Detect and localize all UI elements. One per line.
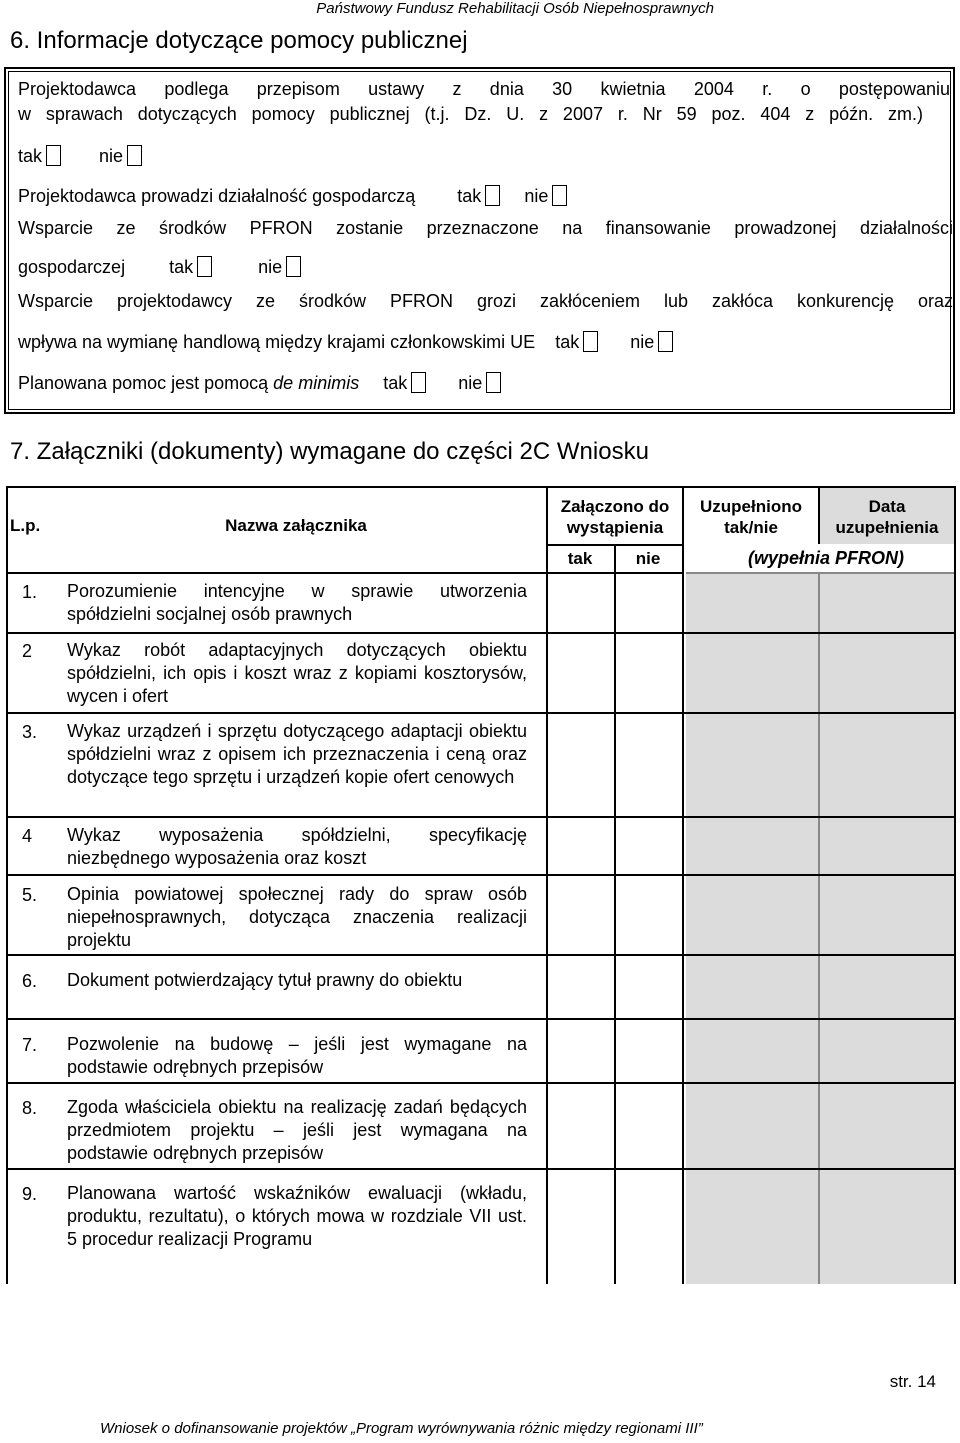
- pfron-shade: [686, 544, 956, 1284]
- public-aid-box: [4, 67, 955, 414]
- support-row: [18, 256, 301, 278]
- col-nie: nie: [635, 549, 661, 568]
- support-nie-checkbox[interactable]: [286, 256, 301, 277]
- page-number: str. 14: [889, 1372, 936, 1391]
- attachments-table: [6, 486, 956, 1284]
- minimis-tak-checkbox[interactable]: [411, 372, 426, 393]
- minimis-nie-label: nie: [458, 373, 483, 393]
- compete-row: [18, 331, 673, 353]
- law-answer-row: [18, 145, 142, 167]
- business-row: [18, 185, 567, 207]
- minimis-italic: de minimis: [273, 373, 360, 393]
- compete-tak-checkbox[interactable]: [583, 331, 598, 352]
- row-number: 4: [22, 826, 33, 846]
- law-text-line2: w sprawach dotyczących pomocy publicznej (t.j. Dz. U. z 2007 r. Nr 59 poz. 404 z późn. zm.): [18, 104, 923, 124]
- row-number: 8.: [22, 1098, 38, 1118]
- business-nie-checkbox[interactable]: [552, 185, 567, 206]
- row-description: Dokument potwierdzający tytuł prawny do obiektu: [67, 970, 463, 990]
- compete-nie-label: nie: [630, 332, 655, 352]
- law-tak-checkbox[interactable]: [46, 145, 61, 166]
- row-description: Wykaz urządzeń i sprzętu dotyczącego adaptacji obiektu spółdzielni wraz z opisem ich przeznaczenia i ceną oraz dotyczące tego sprzętu i urządzeń kopie ofert cenowych: [67, 721, 527, 787]
- col-tak: tak: [567, 549, 593, 568]
- col-lp: L.p.: [10, 516, 41, 535]
- support-question-line1: Wsparcie ze środków PFRON zostanie przeznaczone na finansowanie prowadzonej działalności: [18, 218, 953, 238]
- law-nie-label: nie: [99, 146, 124, 166]
- col-date: Data uzupełnienia: [835, 497, 939, 537]
- col-pfron: (wypełnia PFRON): [747, 548, 904, 568]
- minimis-question: Planowana pomoc jest pomocą: [18, 373, 269, 393]
- law-nie-checkbox[interactable]: [127, 145, 142, 166]
- law-tak-label: tak: [18, 146, 43, 166]
- header-organization: Państwowy Fundusz Rehabilitacji Osób Niepełnosprawnych: [316, 0, 714, 17]
- support-question-line2: gospodarczej: [18, 257, 126, 277]
- support-tak-checkbox[interactable]: [197, 256, 212, 277]
- row-number: 1.: [22, 582, 38, 602]
- col-completed: Uzupełniono tak/nie: [700, 497, 802, 537]
- compete-nie-checkbox[interactable]: [658, 331, 673, 352]
- law-text-line1: Projektodawca podlega przepisom ustawy z dnia 30 kwietnia 2004 r. o postępowaniu: [18, 79, 950, 99]
- row-number: 2: [22, 641, 33, 661]
- section6-title: 6. Informacje dotyczące pomocy publicznej: [10, 27, 468, 54]
- row-number: 6.: [22, 971, 38, 991]
- col-attached: Załączono do wystąpienia: [560, 497, 670, 537]
- row-description: Wykaz robót adaptacyjnych dotyczących obiektu spółdzielni, ich opis i koszt wraz z kopiami kosztorysów, wycen i ofert: [67, 640, 527, 706]
- business-question: Projektodawca prowadzi działalność gospodarczą: [18, 186, 416, 206]
- row-description: Opinia powiatowej społecznej rady do spraw osób niepełnosprawnych, dotycząca znaczenia realizacji projektu: [67, 884, 527, 950]
- row-number: 7.: [22, 1035, 38, 1055]
- row-description: Planowana wartość wskaźników ewaluacji (wkładu, produktu, rezultatu), o których mowa w rozdziale VII ust. 5 procedur realizacji Programu: [67, 1183, 527, 1249]
- row-number: 3.: [22, 722, 38, 742]
- row-description: Wykaz wyposażenia spółdzielni, specyfikację niezbędnego wyposażenia oraz koszt: [67, 825, 527, 868]
- business-nie-label: nie: [524, 186, 549, 206]
- section7-title: 7. Załączniki (dokumenty) wymagane do części 2C Wniosku: [10, 438, 649, 465]
- business-tak-checkbox[interactable]: [485, 185, 500, 206]
- minimis-nie-checkbox[interactable]: [486, 372, 501, 393]
- col-name: Nazwa załącznika: [225, 516, 367, 535]
- support-nie-label: nie: [258, 257, 283, 277]
- business-tak-label: tak: [457, 186, 482, 206]
- compete-question-line2: wpływa na wymianę handlową między krajami członkowskimi UE: [18, 332, 536, 352]
- minimis-tak-label: tak: [383, 373, 408, 393]
- compete-question-line1: Wsparcie projektodawcy ze środków PFRON grozi zakłóceniem lub zakłóca konkurencję oraz: [18, 291, 953, 311]
- row-description: Porozumienie intencyjne w sprawie utworzenia spółdzielni socjalnej osób prawnych: [67, 581, 527, 624]
- compete-tak-label: tak: [555, 332, 580, 352]
- row-number: 5.: [22, 885, 38, 905]
- row-description: Zgoda właściciela obiektu na realizację zadań będących przedmiotem projektu – jeśli jest wymagana na podstawie odrębnych przepisów: [67, 1097, 527, 1163]
- row-description: Pozwolenie na budowę – jeśli jest wymagane na podstawie odrębnych przepisów: [67, 1034, 527, 1077]
- footer-text: Wniosek o dofinansowanie projektów „Program wyrównywania różnic między regionami III”: [100, 1420, 703, 1437]
- support-tak-label: tak: [169, 257, 194, 277]
- minimis-row: [18, 372, 501, 394]
- row-number: 9.: [22, 1184, 38, 1204]
